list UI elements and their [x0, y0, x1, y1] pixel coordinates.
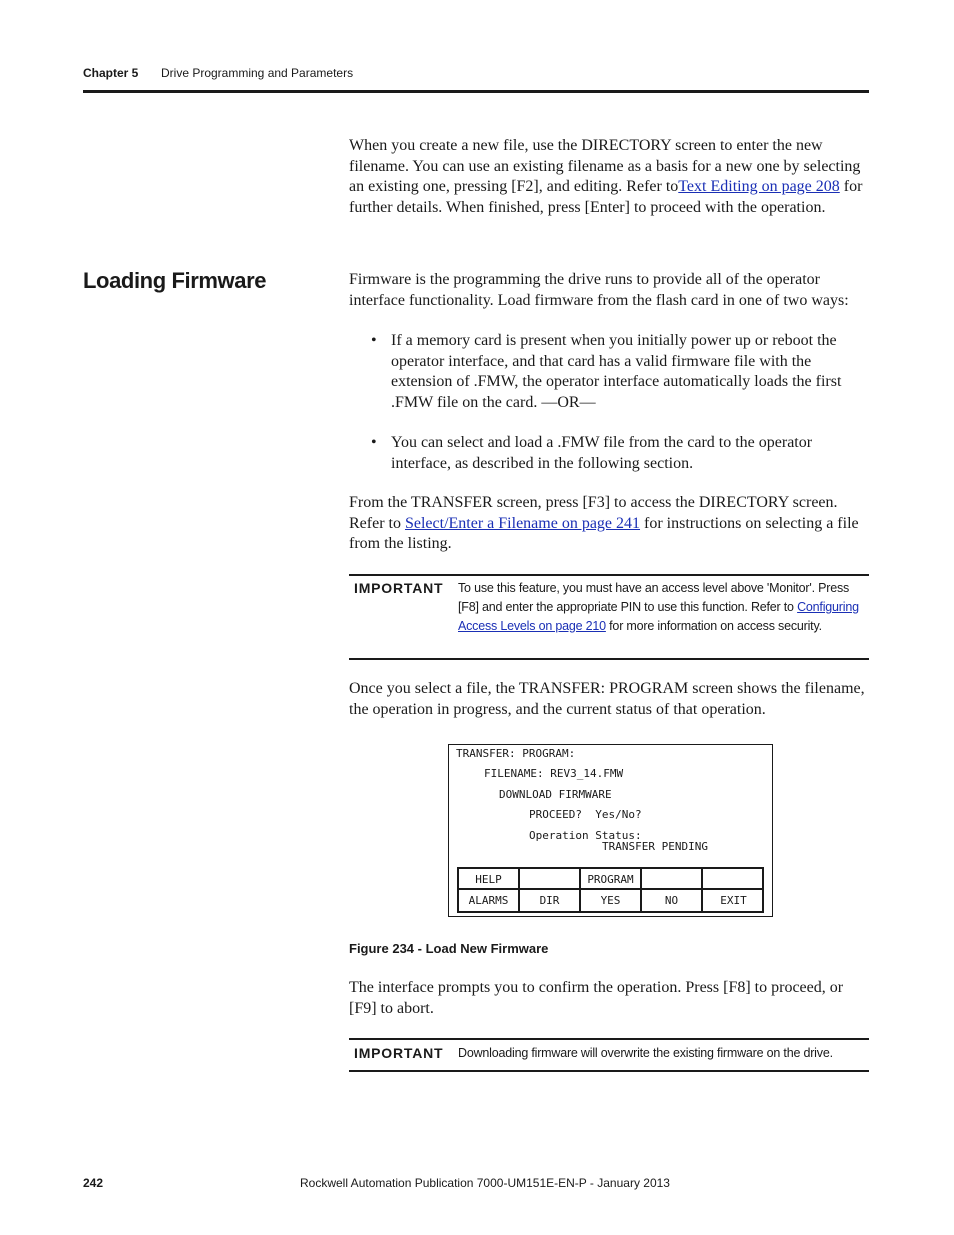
- important-label: IMPORTANT: [354, 1045, 444, 1061]
- access-levels-link[interactable]: Configuring Access Levels on page 210: [458, 600, 859, 633]
- fkey-blank-4[interactable]: [642, 869, 703, 890]
- important-text-after: for more information on access security.: [605, 619, 822, 633]
- screen-status-label: Operation Status:: [529, 829, 642, 842]
- section-heading: Loading Firmware: [83, 268, 267, 293]
- bullet-item-1: If a memory card is present when you initially power up or reboot the operator interface, and that card has a valid firmware file with the extension of .FMW, the operator interface automatically loads the first .FMW file on the card. —OR—: [391, 332, 842, 411]
- transfer-text-after: for instructions on selecting a file from the listing.: [349, 514, 859, 552]
- fkey-help[interactable]: HELP: [459, 869, 520, 890]
- transfer-program-screen: [448, 744, 773, 917]
- fkey-alarms[interactable]: ALARMS: [459, 890, 520, 911]
- transfer-program-paragraph: Once you select a file, the TRANSFER: PROGRAM screen shows the filename, the operation in progress, and the current status of that operation.: [349, 680, 865, 718]
- screen-filename: FILENAME: REV3_14.FMW: [484, 767, 624, 780]
- transfer-text-before: From the TRANSFER screen, press [F3] to access the DIRECTORY screen. Refer to: [349, 494, 838, 532]
- fkey-no[interactable]: NO: [642, 890, 703, 911]
- screen-operation: DOWNLOAD FIRMWARE: [499, 788, 612, 801]
- intro-text-before: When you create a new file, use the DIRECTORY screen to enter the new filename. You can use an existing filename as a basis for a new one by selecting an existing one, pressing [F2], and editing. Refer to: [349, 137, 861, 195]
- text-editing-link[interactable]: Text Editing on page 208: [678, 178, 840, 195]
- page-number: 242: [83, 1176, 104, 1190]
- important-text: [458, 579, 870, 636]
- important-note-1: [349, 574, 869, 660]
- select-filename-link[interactable]: Select/Enter a Filename on page 241: [404, 514, 641, 532]
- page-header: [83, 66, 869, 93]
- fkey-blank-5[interactable]: [703, 869, 764, 890]
- screen-prompt: PROCEED? Yes/No?: [529, 808, 642, 821]
- bullet-symbol: •: [371, 332, 377, 349]
- confirm-paragraph: The interface prompts you to confirm the operation. Press [F8] to proceed, or [F9] to abort.: [349, 979, 844, 1017]
- fkey-program[interactable]: PROGRAM: [581, 869, 642, 890]
- figure-caption: Figure 234 - Load New Firmware: [349, 941, 549, 956]
- bullet-symbol: •: [371, 434, 377, 451]
- chapter-title: Drive Programming and Parameters: [161, 66, 354, 80]
- fkey-yes[interactable]: YES: [581, 890, 642, 911]
- screen-status-value: TRANSFER PENDING: [602, 840, 708, 853]
- firmware-intro-paragraph: Firmware is the programming the drive runs to provide all of the operator interface functionality. Load firmware from the flash card in one of two ways:: [349, 271, 849, 309]
- intro-text-after: for further details. When finished, press [Enter] to proceed with the operation.: [349, 178, 863, 216]
- important-text-before: To use this feature, you must have an access level above 'Monitor'. Press [F8] and enter the appropriate PIN to use this function. Refer to: [458, 581, 850, 614]
- chapter-number: Chapter 5: [83, 66, 139, 80]
- screen-title: TRANSFER: PROGRAM:: [456, 747, 576, 760]
- important-label: IMPORTANT: [354, 580, 444, 596]
- bullet-item-2: You can select and load a .FMW file from the card to the operator interface, as described in the following section.: [391, 434, 813, 472]
- function-key-grid: [457, 867, 764, 913]
- fkey-dir[interactable]: DIR: [520, 890, 581, 911]
- publication-info: Rockwell Automation Publication 7000-UM151E-EN-P - January 2013: [300, 1176, 670, 1190]
- intro-paragraph: [349, 136, 869, 218]
- important-text: Downloading firmware will overwrite the existing firmware on the drive.: [458, 1046, 833, 1060]
- fkey-exit[interactable]: EXIT: [720, 894, 747, 907]
- transfer-paragraph: [349, 493, 869, 555]
- fkey-blank-2[interactable]: [520, 869, 581, 890]
- important-note-2: [349, 1038, 869, 1072]
